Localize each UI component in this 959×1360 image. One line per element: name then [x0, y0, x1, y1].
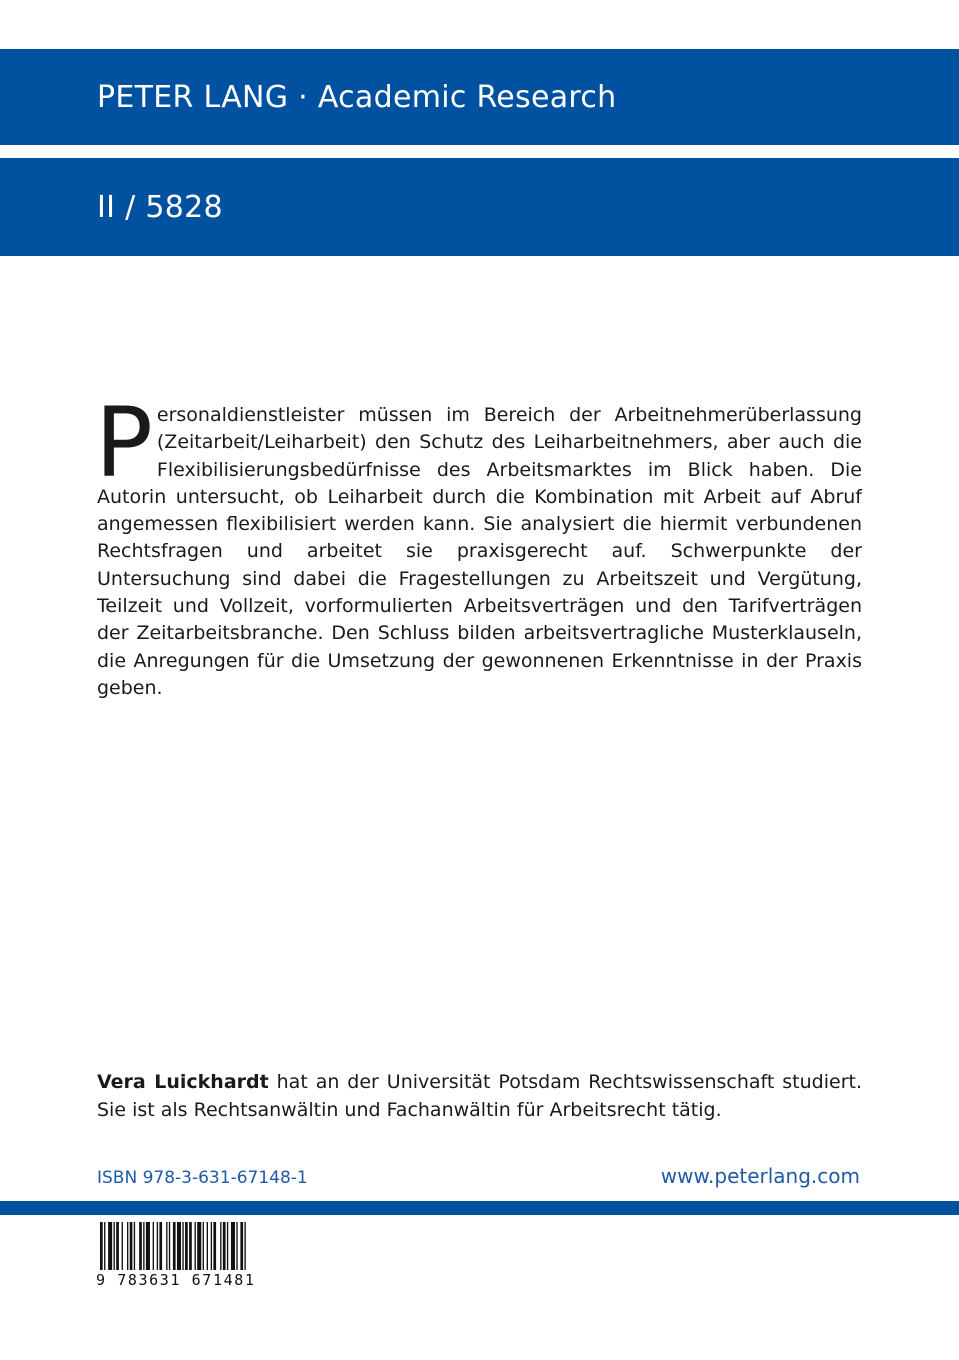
publisher-line: PETER LANG · Academic Research: [97, 80, 617, 115]
barcode-bar: [157, 1222, 158, 1270]
author-bio: [97, 1068, 862, 1124]
barcode-bar: [173, 1222, 176, 1270]
series-number: II / 5828: [97, 190, 223, 225]
barcode-bar: [177, 1222, 181, 1270]
barcode-bar: [139, 1222, 142, 1270]
barcode-bar: [195, 1222, 196, 1270]
barcode-bar: [159, 1222, 162, 1270]
barcode-bar: [213, 1222, 216, 1270]
barcode-bar: [153, 1222, 154, 1270]
barcode-bar: [211, 1222, 212, 1270]
barcode-bar: [166, 1222, 167, 1270]
author-name: Vera Luickhardt: [97, 1071, 269, 1093]
barcode-bar: [227, 1222, 228, 1270]
barcode-bars: [96, 1222, 301, 1270]
barcode-bar: [104, 1222, 105, 1270]
barcode-bar: [240, 1222, 243, 1270]
barcode-bar: [116, 1222, 119, 1270]
barcode-bar: [182, 1222, 183, 1270]
barcode: [96, 1222, 301, 1288]
barcode-bar: [203, 1222, 204, 1270]
publisher-band: [0, 49, 959, 145]
barcode-bar: [223, 1222, 226, 1270]
barcode-bar: [220, 1222, 221, 1270]
barcode-bar: [189, 1222, 192, 1270]
author-description: hat an der Universität Potsdam Rechtswissenschaft studiert. Sie ist als Rechtsanwältin und Fachanwältin für Arbeitsrecht tätig.: [97, 1071, 863, 1121]
barcode-bar: [146, 1222, 150, 1270]
barcode-bar: [108, 1222, 112, 1270]
barcode-bar: [169, 1222, 170, 1270]
barcode-bar: [207, 1222, 208, 1270]
barcode-bar: [100, 1222, 103, 1270]
publisher-url-link[interactable]: www.peterlang.com: [660, 1164, 860, 1188]
barcode-bar: [127, 1222, 128, 1270]
footer-rule: [0, 1201, 959, 1215]
barcode-bar: [143, 1222, 144, 1270]
barcode-bar: [114, 1222, 115, 1270]
dropcap-letter: P: [95, 387, 153, 499]
barcode-bar: [185, 1222, 188, 1270]
blurb-text: [95, 387, 862, 702]
blurb-body: ersonaldienstleister müssen im Bereich der Arbeitnehmerüberlassung (Zeitarbeit/Leiharbeit) den Schutz des Leiharbeitnehmers, aber auch die Flexibilisierungsbedürfnisse des Arbeitsmarktes im Blick haben. Die Autorin untersucht, ob Leiharbeit durch die Kombination mit Arbeit auf Abruf angemessen flexibilisiert werden kann. Sie analysiert die hiermit verbundenen Rechtsfragen und arbeitet sie praxisgerecht auf. Schwerpunkte der Untersuchung sind dabei die Fragestellungen zu Arbeitszeit und Vergütung, Teilzeit und Vollzeit, vorformulierten Arbeitsverträgen und den Tarifverträgen der Zeitarbeitsbranche. Den Schluss bilden arbeitsvertragliche Musterklauseln, die Anregungen für die Umsetzung der gewonnenen Erkenntnisse in der Praxis geben.: [97, 404, 862, 699]
series-band: [0, 158, 959, 256]
barcode-bar: [231, 1222, 235, 1270]
barcode-bar: [122, 1222, 123, 1270]
barcode-digits: 9 783631 671481: [96, 1271, 256, 1289]
barcode-bar: [236, 1222, 237, 1270]
barcode-bar: [130, 1222, 133, 1270]
barcode-bar: [197, 1222, 201, 1270]
isbn-label: ISBN 978-3-631-67148-1: [97, 1168, 308, 1188]
barcode-bar: [134, 1222, 135, 1270]
barcode-bar: [244, 1222, 245, 1270]
